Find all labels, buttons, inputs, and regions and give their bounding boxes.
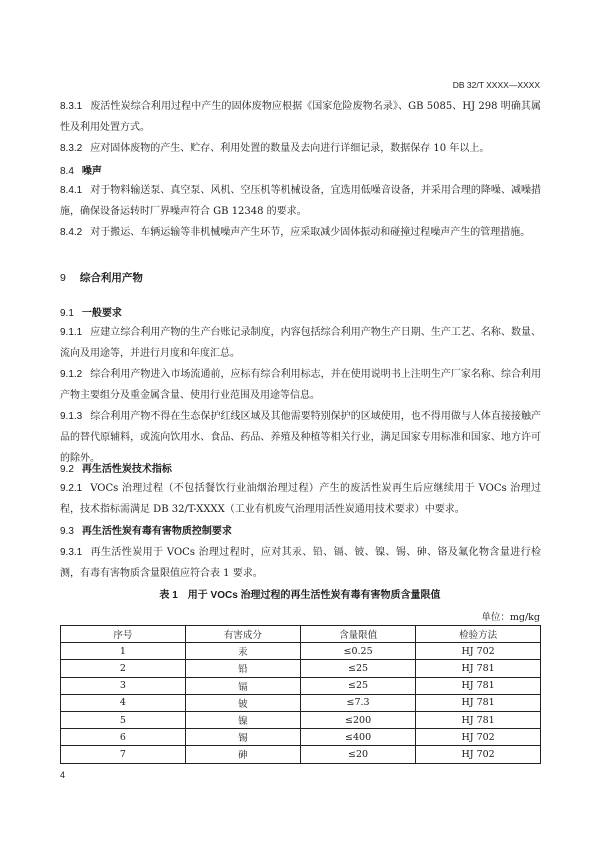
cell-method: HJ 781 xyxy=(416,660,541,677)
clause-number: 8.3.2 xyxy=(60,143,83,154)
heading-title: 噪声 xyxy=(81,166,102,177)
cell-serial: 2 xyxy=(61,660,186,677)
cell-limit: ≤25 xyxy=(300,660,415,677)
cell-serial: 6 xyxy=(61,729,186,746)
col-header-serial: 序号 xyxy=(61,626,186,643)
clause-text: 对于物料输送泵、真空泵、风机、空压机等机械设备，宜选用低噪音设备，并采用合理的降噪、减噪措施，确保设备运转时厂界噪声符合 GB 12348 的要求。 xyxy=(60,185,541,217)
clause-text: 综合利用产物进入市场流通前，应标有综合利用标志，并在使用说明书上注明生产厂家名称、综合利用产物主要组分及重金属含量、使用行业范围及用途等信息。 xyxy=(60,369,541,401)
table-header-row xyxy=(61,626,541,643)
heading-9-2 xyxy=(60,460,172,475)
cell-component: 汞 xyxy=(185,643,300,660)
clause-text: 废活性炭综合利用过程中产生的固体废物应根据《国家危险废物名录》、GB 5085、HJ 298 明确其属性及利用处置方式。 xyxy=(60,101,541,133)
cell-limit: ≤25 xyxy=(300,677,415,694)
col-header-component: 有害成分 xyxy=(185,626,300,643)
cell-limit: ≤7.3 xyxy=(300,694,415,711)
clause-8-4-1 xyxy=(60,180,541,222)
cell-component: 镉 xyxy=(185,677,300,694)
heading-9 xyxy=(60,270,143,285)
heading-number: 9.1 xyxy=(60,308,74,319)
cell-method: HJ 702 xyxy=(416,746,541,763)
heading-number: 9 xyxy=(60,272,66,284)
table-row xyxy=(61,643,541,660)
clause-9-1-1 xyxy=(60,322,541,364)
clause-text: 综合利用产物不得在生态保护红线区域及其他需要特别保护的区域使用，也不得用做与人体直接接触产品的替代原辅料，或流向饮用水、食品、药品、养殖及种植等相关行业，满足国家专用标准和国家、地方许可的除外。 xyxy=(60,411,541,464)
clause-text: 对于搬运、车辆运输等非机械噪声产生环节，应采取减少固体振动和碰撞过程噪声产生的管理措施。 xyxy=(90,227,531,238)
clause-text: 应对固体废物的产生、贮存、利用处置的数量及去向进行详细记录，数据保存 10 年以上。 xyxy=(90,143,490,154)
clause-number: 8.4.2 xyxy=(60,227,83,238)
cell-method: HJ 702 xyxy=(416,729,541,746)
cell-component: 铍 xyxy=(185,694,300,711)
clause-number: 9.1.3 xyxy=(60,411,83,422)
clause-9-1-2 xyxy=(60,364,541,406)
table-row xyxy=(61,711,541,728)
table-row xyxy=(61,660,541,677)
clause-number: 8.3.1 xyxy=(60,101,83,112)
document-number-header: DB 32/T XXXX—XXXX xyxy=(452,80,540,90)
clause-number: 9.1.1 xyxy=(60,327,83,338)
cell-method: HJ 702 xyxy=(416,643,541,660)
col-header-method: 检验方法 xyxy=(416,626,541,643)
cell-serial: 7 xyxy=(61,746,186,763)
cell-serial: 5 xyxy=(61,711,186,728)
cell-limit: ≤0.25 xyxy=(300,643,415,660)
heading-title: 再生活性炭技术指标 xyxy=(81,464,172,475)
cell-limit: ≤20 xyxy=(300,746,415,763)
col-header-limit: 含量限值 xyxy=(300,626,415,643)
cell-serial: 1 xyxy=(61,643,186,660)
heading-number: 8.4 xyxy=(60,166,74,177)
heading-9-3 xyxy=(60,522,232,537)
clause-text: 应建立综合利用产物的生产台账记录制度，内容包括综合利用产物生产日期、生产工艺、名称、数量、流向及用途等，并进行月度和年度汇总。 xyxy=(60,327,541,359)
table-row xyxy=(61,694,541,711)
limits-table xyxy=(60,625,541,764)
cell-limit: ≤200 xyxy=(300,711,415,728)
clause-9-2-1 xyxy=(60,478,541,520)
heading-9-1 xyxy=(60,304,122,319)
clause-8-3-1 xyxy=(60,96,541,138)
clause-number: 8.4.1 xyxy=(60,185,83,196)
clause-text: 再生活性炭用于 VOCs 治理过程时，应对其汞、铅、镉、铍、镍、锡、砷、铬及氟化物含量进行检测，有毒有害物质含量限值应符合表 1 要求。 xyxy=(60,547,541,579)
cell-component: 铅 xyxy=(185,660,300,677)
heading-8-4 xyxy=(60,162,102,177)
cell-component: 砷 xyxy=(185,746,300,763)
clause-text: VOCs 治理过程（不包括餐饮行业油烟治理过程）产生的废活性炭再生后应继续用于 VOCs 治理过程，技术指标需满足 DB 32/T-XXXX（工业有机废气治理用活性炭通用技术要求）中要求。 xyxy=(60,483,541,515)
heading-title: 再生活性炭有毒有害物质控制要求 xyxy=(81,526,232,537)
heading-number: 9.2 xyxy=(60,464,74,475)
cell-method: HJ 781 xyxy=(416,711,541,728)
heading-title: 综合利用产物 xyxy=(79,272,143,284)
clause-9-3-1 xyxy=(60,542,541,584)
clause-8-3-2 xyxy=(60,138,541,159)
cell-component: 锡 xyxy=(185,729,300,746)
clause-number: 9.1.2 xyxy=(60,369,83,380)
table-row xyxy=(61,729,541,746)
cell-method: HJ 781 xyxy=(416,677,541,694)
page-number: 4 xyxy=(60,770,66,780)
heading-title: 一般要求 xyxy=(81,308,122,319)
clause-number: 9.2.1 xyxy=(60,483,83,494)
clause-8-4-2 xyxy=(60,222,541,243)
table-caption: 表 1 用于 VOCs 治理过程的再生活性炭有毒有害物质含量限值 xyxy=(159,590,441,601)
clause-number: 9.3.1 xyxy=(60,547,83,558)
cell-limit: ≤400 xyxy=(300,729,415,746)
cell-serial: 3 xyxy=(61,677,186,694)
cell-component: 镍 xyxy=(185,711,300,728)
cell-serial: 4 xyxy=(61,694,186,711)
cell-method: HJ 781 xyxy=(416,694,541,711)
heading-number: 9.3 xyxy=(60,526,74,537)
table-row xyxy=(61,677,541,694)
table-unit: 单位：mg/kg xyxy=(481,612,540,623)
table-row xyxy=(61,746,541,763)
